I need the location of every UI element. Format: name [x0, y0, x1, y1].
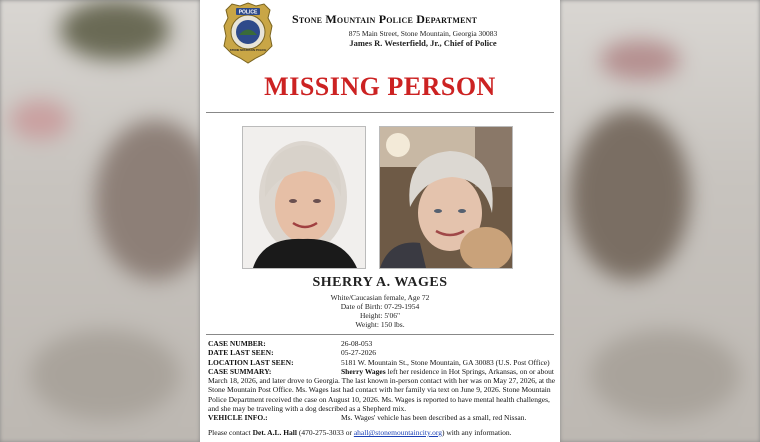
contact-email-link[interactable]: ahall@stonemountaincity.org — [353, 428, 442, 437]
case-number-value: 26-08-053 — [341, 339, 373, 348]
person-detail-weight: Weight: 150 lbs. — [355, 320, 405, 329]
location-last-seen-label: LOCATION LAST SEEN: — [208, 357, 294, 367]
blurred-background-right — [560, 0, 760, 442]
contact-detective: Det. A.L. Hall — [252, 428, 297, 437]
police-badge-icon — [222, 2, 274, 64]
department-name: Stone Mountain Police Department — [292, 12, 478, 26]
department-chief: James R. Westerfield, Jr., Chief of Police — [349, 38, 497, 48]
person-detail-dob: Date of Birth: 07-29-1954 — [340, 302, 420, 311]
vehicle-info-label: VEHICLE INFO.: — [208, 413, 268, 423]
vehicle-info-row — [208, 413, 556, 422]
divider — [206, 334, 554, 335]
person-name: SHERRY A. WAGES — [312, 275, 448, 290]
case-number-row — [208, 339, 556, 348]
department-address: 875 Main Street, Stone Mountain, Georgia 30083 — [348, 29, 498, 38]
case-summary-row — [208, 367, 556, 376]
date-last-seen-value: 05-27-2026 — [341, 348, 376, 358]
missing-person-headline: MISSING PERSON — [264, 72, 496, 101]
person-photo-2 — [379, 126, 513, 269]
badge-top-text: POLICE — [238, 9, 258, 16]
badge-middle-text: STONE MOUNTAIN POLICE — [229, 48, 267, 52]
contact-phone: (470-275-3033 or — [298, 428, 352, 437]
case-summary-text: March 18, 2026, and later drove to Georgia. The last known in-person contact with her was on May 27, 2026, at the Stone Mountain Post Office. Ms. Wages last had contact with her family via text on June 9, 2026. Stone Mountain Police Department received the case on August 10, 2026. Ms. Wages is reported to have mental health challenges, and she may be traveling with a dog described as a Shepherd mix. — [208, 376, 556, 414]
person-detail-sex-age: White/Caucasian female, Age 72 — [330, 293, 430, 302]
case-summary-label: CASE SUMMARY: — [208, 366, 272, 376]
person-photo-1 — [242, 126, 366, 269]
missing-person-flyer — [200, 0, 560, 442]
location-last-seen-row — [208, 358, 556, 367]
blurred-background-left — [0, 0, 200, 442]
contact-suffix: ) with any information. — [441, 428, 512, 437]
contact-line — [208, 428, 556, 437]
case-summary-name: Sherry Wages — [341, 366, 386, 376]
case-summary-first: left her residence in Hot Springs, Arkansas, on or about — [387, 366, 554, 376]
date-last-seen-row — [208, 348, 556, 357]
divider — [206, 112, 554, 113]
person-detail-height: Height: 5'06" — [359, 311, 401, 320]
contact-prefix: Please contact — [208, 428, 251, 437]
vehicle-info-value: Ms. Wages' vehicle has been described as a small, red Nissan. — [341, 413, 527, 423]
case-details — [208, 339, 556, 423]
case-number-label: CASE NUMBER: — [208, 339, 266, 348]
location-last-seen-value: 5181 W. Mountain St., Stone Mountain, GA 30083 (U.S. Post Office) — [341, 357, 550, 367]
date-last-seen-label: DATE LAST SEEN: — [208, 348, 274, 358]
